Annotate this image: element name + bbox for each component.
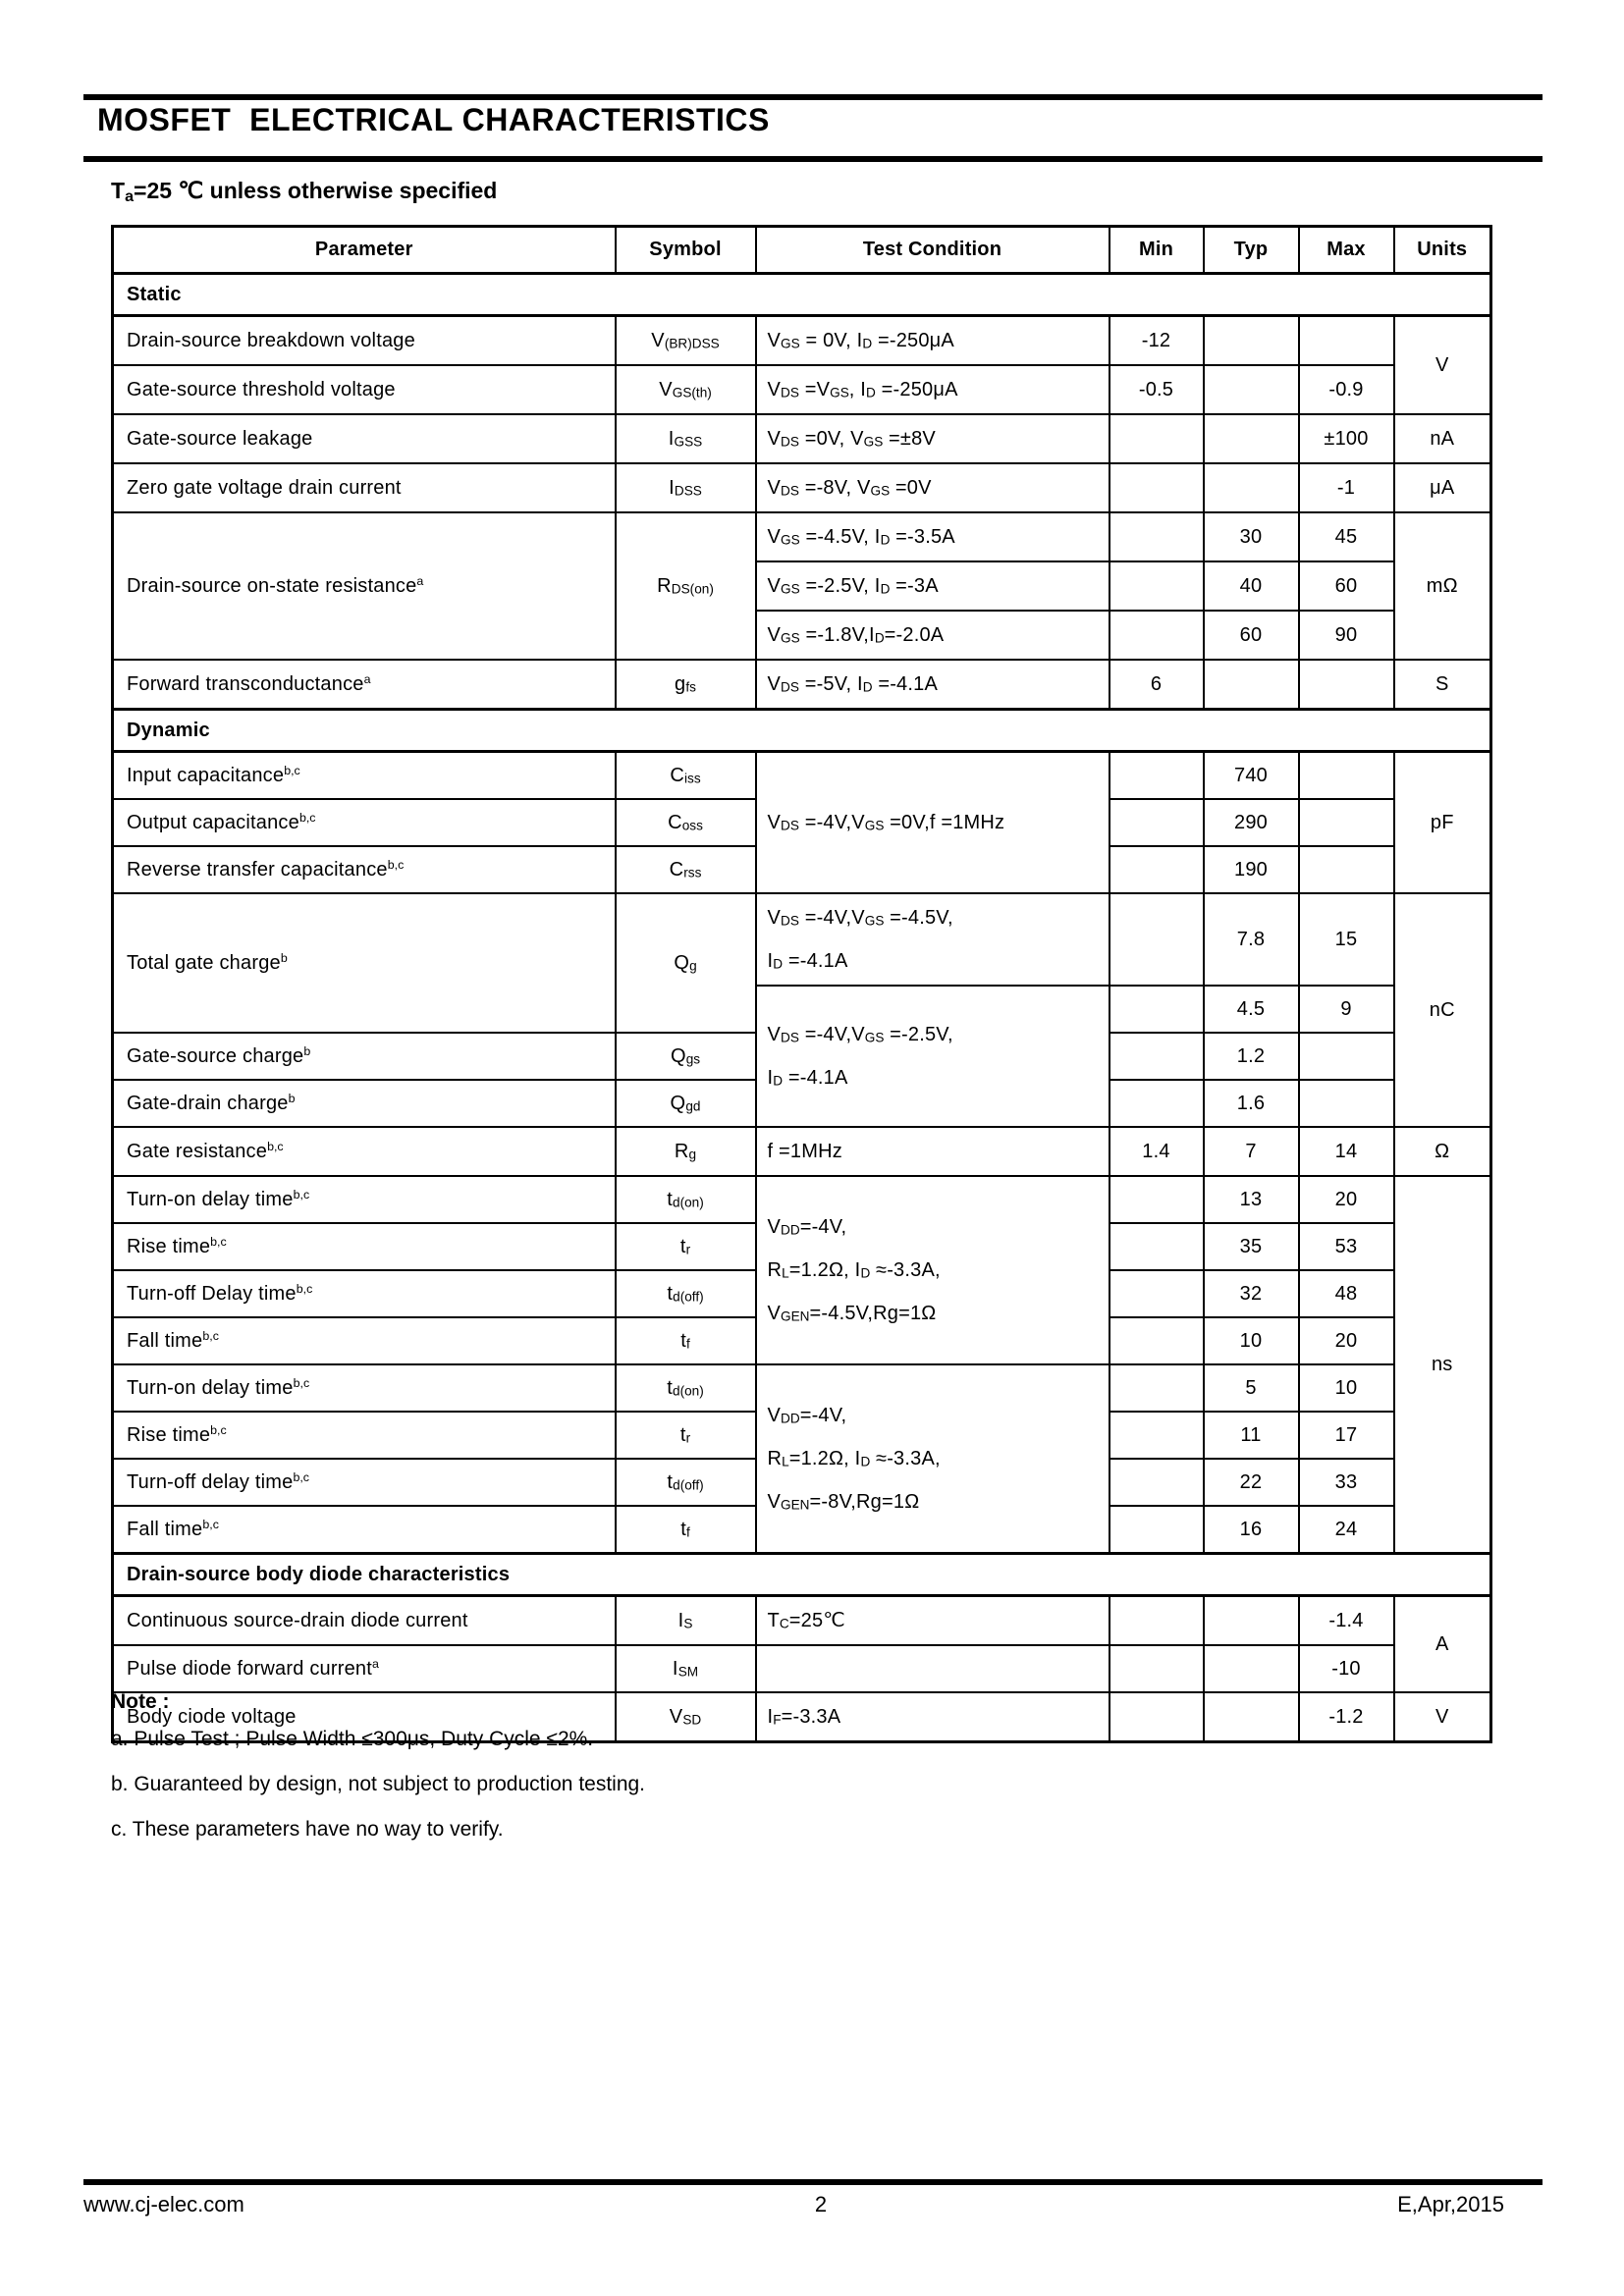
max-cell: ±100 bbox=[1299, 414, 1394, 463]
symbol-cell: $t_r$ bbox=[616, 1412, 756, 1459]
units-cell: μA bbox=[1394, 463, 1491, 512]
param-cell: Gate-source threshold voltage bbox=[113, 365, 616, 414]
table-row bbox=[113, 1596, 1491, 1646]
notes-heading: Note : bbox=[111, 1690, 170, 1713]
typ-cell: 740 bbox=[1204, 752, 1299, 800]
cond-cell: $I_F=-3.3A$ bbox=[756, 1692, 1110, 1742]
typ-cell bbox=[1204, 660, 1299, 710]
table-row bbox=[113, 1176, 1491, 1223]
section-header: Static bbox=[113, 274, 1491, 316]
param-cell: Gate-drain charge$^b$ bbox=[113, 1080, 616, 1127]
typ-cell: 40 bbox=[1204, 561, 1299, 611]
min-cell bbox=[1110, 1270, 1204, 1317]
param-cell: Pulse diode forward current$^a$ bbox=[113, 1645, 616, 1692]
max-cell: -0.9 bbox=[1299, 365, 1394, 414]
cond-cell: $V_{DS} =-4V,V_{GS} =-2.5V$, $I_D =-4.1A$ bbox=[756, 986, 1110, 1127]
min-cell bbox=[1110, 799, 1204, 846]
min-cell bbox=[1110, 893, 1204, 986]
typ-cell: 16 bbox=[1204, 1506, 1299, 1554]
column-header: Typ bbox=[1204, 227, 1299, 274]
max-cell bbox=[1299, 1080, 1394, 1127]
symbol-cell: $t_f$ bbox=[616, 1506, 756, 1554]
table-row bbox=[113, 893, 1491, 986]
symbol-cell: $I_{SM}$ bbox=[616, 1645, 756, 1692]
units-cell: nC bbox=[1394, 893, 1491, 1127]
param-cell: Fall time$^{b,c}$ bbox=[113, 1317, 616, 1364]
symbol-cell: $I_S$ bbox=[616, 1596, 756, 1646]
typ-cell bbox=[1204, 1692, 1299, 1742]
min-cell bbox=[1110, 1223, 1204, 1270]
cond-cell: $T_C=25℃$ bbox=[756, 1596, 1110, 1646]
max-cell: 9 bbox=[1299, 986, 1394, 1033]
column-header: Units bbox=[1394, 227, 1491, 274]
symbol-cell: $I_{GSS}$ bbox=[616, 414, 756, 463]
symbol-cell: $Q_{gs}$ bbox=[616, 1033, 756, 1080]
symbol-cell: $t_{d(off)}$ bbox=[616, 1270, 756, 1317]
footer-website: www.cj-elec.com bbox=[83, 2192, 244, 2216]
column-header: Max bbox=[1299, 227, 1394, 274]
units-cell: pF bbox=[1394, 752, 1491, 894]
min-cell bbox=[1110, 414, 1204, 463]
min-cell bbox=[1110, 1596, 1204, 1646]
param-cell: Turn-off delay time$^{b,c}$ bbox=[113, 1459, 616, 1506]
param-cell: Fall time$^{b,c}$ bbox=[113, 1506, 616, 1554]
header-rule-bottom bbox=[83, 156, 1543, 162]
param-cell: Output capacitance$^{b,c}$ bbox=[113, 799, 616, 846]
typ-cell: 10 bbox=[1204, 1317, 1299, 1364]
param-cell: Rise time$^{b,c}$ bbox=[113, 1412, 616, 1459]
units-cell: mΩ bbox=[1394, 512, 1491, 660]
notes-section bbox=[111, 1690, 645, 1863]
max-cell: 20 bbox=[1299, 1317, 1394, 1364]
max-cell: 60 bbox=[1299, 561, 1394, 611]
units-cell: nA bbox=[1394, 414, 1491, 463]
min-cell: -12 bbox=[1110, 316, 1204, 366]
symbol-cell: $V_{GS(th)}$ bbox=[616, 365, 756, 414]
max-cell: 24 bbox=[1299, 1506, 1394, 1554]
param-cell: Turn-on delay time$^{b,c}$ bbox=[113, 1176, 616, 1223]
max-cell bbox=[1299, 752, 1394, 800]
min-cell bbox=[1110, 561, 1204, 611]
max-cell: 20 bbox=[1299, 1176, 1394, 1223]
units-cell: ns bbox=[1394, 1176, 1491, 1554]
cond-cell: $V_{DD}=-4V$, $R_L=1.2\Omega$, $I_D \approx-3.3A$, $V_{GEN}=-4.5V,Rg=1\Omega$ bbox=[756, 1176, 1110, 1364]
table-row bbox=[113, 512, 1491, 561]
symbol-cell: $t_{d(on)}$ bbox=[616, 1176, 756, 1223]
note-item-c: c. These parameters have no way to verify. bbox=[111, 1818, 504, 1841]
cond-cell: $V_{DS} =V_{GS}$, $I_D =-250\mu A$ bbox=[756, 365, 1110, 414]
max-cell: 33 bbox=[1299, 1459, 1394, 1506]
param-cell: Zero gate voltage drain current bbox=[113, 463, 616, 512]
cond-cell: $V_{GS} = 0V$, $I_D =-250\mu A$ bbox=[756, 316, 1110, 366]
max-cell: 90 bbox=[1299, 611, 1394, 660]
cond-cell: $V_{DS} =-4V,V_{GS} =0V,f =1MHz$ bbox=[756, 752, 1110, 894]
typ-cell: 1.6 bbox=[1204, 1080, 1299, 1127]
section-row bbox=[113, 1554, 1491, 1596]
test-temperature-note: $T_a=25$ ℃ unless otherwise specified bbox=[111, 178, 498, 205]
symbol-cell: $C_{rss}$ bbox=[616, 846, 756, 893]
min-cell bbox=[1110, 611, 1204, 660]
param-cell: Drain-source on-state resistance$^a$ bbox=[113, 512, 616, 660]
max-cell: 14 bbox=[1299, 1127, 1394, 1176]
min-cell bbox=[1110, 1364, 1204, 1412]
typ-cell bbox=[1204, 1596, 1299, 1646]
footer-rule bbox=[83, 2179, 1543, 2185]
table-row bbox=[113, 463, 1491, 512]
column-header: Symbol bbox=[616, 227, 756, 274]
symbol-cell: $t_f$ bbox=[616, 1317, 756, 1364]
units-cell: A bbox=[1394, 1596, 1491, 1693]
footer bbox=[83, 2192, 1504, 2217]
min-cell bbox=[1110, 986, 1204, 1033]
units-cell: V bbox=[1394, 1692, 1491, 1742]
cond-cell: f =1MHz bbox=[756, 1127, 1110, 1176]
typ-cell: 11 bbox=[1204, 1412, 1299, 1459]
min-cell bbox=[1110, 1459, 1204, 1506]
typ-cell: 30 bbox=[1204, 512, 1299, 561]
param-cell: Gate-source leakage bbox=[113, 414, 616, 463]
note-item-a: a. Pulse Test ; Pulse Width ≤300μs, Duty Cycle ≤2%. bbox=[111, 1728, 594, 1750]
param-cell: Turn-off Delay time$^{b,c}$ bbox=[113, 1270, 616, 1317]
min-cell bbox=[1110, 512, 1204, 561]
electrical-characteristics-table bbox=[111, 225, 1492, 1743]
min-cell: 6 bbox=[1110, 660, 1204, 710]
param-cell: Reverse transfer capacitance$^{b,c}$ bbox=[113, 846, 616, 893]
max-cell: -10 bbox=[1299, 1645, 1394, 1692]
table-row bbox=[113, 316, 1491, 366]
typ-cell: 1.2 bbox=[1204, 1033, 1299, 1080]
typ-cell: 32 bbox=[1204, 1270, 1299, 1317]
typ-cell: 22 bbox=[1204, 1459, 1299, 1506]
min-cell: 1.4 bbox=[1110, 1127, 1204, 1176]
footer-revision: E,Apr,2015 bbox=[1397, 2192, 1504, 2216]
section-header: Drain-source body diode characteristics bbox=[113, 1554, 1491, 1596]
min-cell bbox=[1110, 463, 1204, 512]
section-header: Dynamic bbox=[113, 710, 1491, 752]
min-cell bbox=[1110, 1412, 1204, 1459]
max-cell bbox=[1299, 1033, 1394, 1080]
param-cell: Input capacitance$^{b,c}$ bbox=[113, 752, 616, 800]
symbol-cell: $R_{DS(on)}$ bbox=[616, 512, 756, 660]
symbol-cell: $V_{SD}$ bbox=[616, 1692, 756, 1742]
param-cell: Rise time$^{b,c}$ bbox=[113, 1223, 616, 1270]
param-cell: Gate-source charge$^b$ bbox=[113, 1033, 616, 1080]
units-cell: Ω bbox=[1394, 1127, 1491, 1176]
symbol-cell: $C_{oss}$ bbox=[616, 799, 756, 846]
typ-cell: 60 bbox=[1204, 611, 1299, 660]
typ-cell: 290 bbox=[1204, 799, 1299, 846]
note-item-b: b. Guaranteed by design, not subject to production testing. bbox=[111, 1773, 646, 1795]
max-cell bbox=[1299, 846, 1394, 893]
units-cell: S bbox=[1394, 660, 1491, 710]
symbol-cell: $Q_{gd}$ bbox=[616, 1080, 756, 1127]
table-row bbox=[113, 1364, 1491, 1412]
symbol-cell: $t_r$ bbox=[616, 1223, 756, 1270]
cond-cell: $V_{GS} =-2.5V$, $I_D =-3A$ bbox=[756, 561, 1110, 611]
column-header: Min bbox=[1110, 227, 1204, 274]
table-row bbox=[113, 752, 1491, 800]
cond-cell: $V_{DS} =0V$, $V_{GS} =\pm 8V$ bbox=[756, 414, 1110, 463]
max-cell: 15 bbox=[1299, 893, 1394, 986]
min-cell bbox=[1110, 1506, 1204, 1554]
typ-cell bbox=[1204, 1645, 1299, 1692]
param-cell: Gate resistance$^{b,c}$ bbox=[113, 1127, 616, 1176]
section-row bbox=[113, 710, 1491, 752]
table-row bbox=[113, 660, 1491, 710]
page-title: MOSFET ELECTRICAL CHARACTERISTICS bbox=[97, 102, 770, 137]
param-cell: Continuous source-drain diode current bbox=[113, 1596, 616, 1646]
cond-cell: $V_{GS} =-4.5V$, $I_D =-3.5A$ bbox=[756, 512, 1110, 561]
min-cell bbox=[1110, 1080, 1204, 1127]
cond-cell: $V_{DS} =-8V$, $V_{GS} =0V$ bbox=[756, 463, 1110, 512]
table-row bbox=[113, 1645, 1491, 1692]
max-cell: 45 bbox=[1299, 512, 1394, 561]
max-cell: 48 bbox=[1299, 1270, 1394, 1317]
section-row bbox=[113, 274, 1491, 316]
cond-cell: $V_{DS} =-4V,V_{GS} =-4.5V$, $I_D =-4.1A$ bbox=[756, 893, 1110, 986]
param-cell: Forward transconductance$^a$ bbox=[113, 660, 616, 710]
table-row bbox=[113, 414, 1491, 463]
units-cell: V bbox=[1394, 316, 1491, 415]
table-row bbox=[113, 1127, 1491, 1176]
typ-cell bbox=[1204, 316, 1299, 366]
symbol-cell: $V_{(BR)DSS}$ bbox=[616, 316, 756, 366]
max-cell bbox=[1299, 799, 1394, 846]
max-cell: 10 bbox=[1299, 1364, 1394, 1412]
symbol-cell: $C_{iss}$ bbox=[616, 752, 756, 800]
min-cell bbox=[1110, 1645, 1204, 1692]
symbol-cell: $I_{DSS}$ bbox=[616, 463, 756, 512]
min-cell bbox=[1110, 1317, 1204, 1364]
typ-cell: 13 bbox=[1204, 1176, 1299, 1223]
symbol-cell: $g_{fs}$ bbox=[616, 660, 756, 710]
cond-cell: $V_{DS} =-5V$, $I_D =-4.1A$ bbox=[756, 660, 1110, 710]
typ-cell bbox=[1204, 414, 1299, 463]
column-header: Parameter bbox=[113, 227, 616, 274]
min-cell: -0.5 bbox=[1110, 365, 1204, 414]
typ-cell: 5 bbox=[1204, 1364, 1299, 1412]
min-cell bbox=[1110, 1692, 1204, 1742]
footer-page-number: 2 bbox=[814, 2192, 828, 2216]
min-cell bbox=[1110, 1033, 1204, 1080]
symbol-cell: $R_g$ bbox=[616, 1127, 756, 1176]
cond-cell: $V_{GS} =-1.8V,I_D=-2.0A$ bbox=[756, 611, 1110, 660]
symbol-cell: $Q_g$ bbox=[616, 893, 756, 1033]
cond-cell bbox=[756, 1645, 1110, 1692]
symbol-cell: $t_{d(off)}$ bbox=[616, 1459, 756, 1506]
typ-cell bbox=[1204, 365, 1299, 414]
max-cell: -1.2 bbox=[1299, 1692, 1394, 1742]
typ-cell: 7.8 bbox=[1204, 893, 1299, 986]
max-cell bbox=[1299, 660, 1394, 710]
min-cell bbox=[1110, 846, 1204, 893]
max-cell: 53 bbox=[1299, 1223, 1394, 1270]
header-rule-top bbox=[83, 94, 1543, 100]
typ-cell: 4.5 bbox=[1204, 986, 1299, 1033]
column-header: Test Condition bbox=[756, 227, 1110, 274]
min-cell bbox=[1110, 752, 1204, 800]
table-header-row bbox=[113, 227, 1491, 274]
table-row bbox=[113, 365, 1491, 414]
typ-cell: 190 bbox=[1204, 846, 1299, 893]
typ-cell: 7 bbox=[1204, 1127, 1299, 1176]
symbol-cell: $t_{d(on)}$ bbox=[616, 1364, 756, 1412]
param-cell: Body ciode voltage bbox=[113, 1692, 616, 1742]
param-cell: Turn-on delay time$^{b,c}$ bbox=[113, 1364, 616, 1412]
max-cell bbox=[1299, 316, 1394, 366]
min-cell bbox=[1110, 1176, 1204, 1223]
param-cell: Total gate charge$^b$ bbox=[113, 893, 616, 1033]
typ-cell: 35 bbox=[1204, 1223, 1299, 1270]
typ-cell bbox=[1204, 463, 1299, 512]
max-cell: 17 bbox=[1299, 1412, 1394, 1459]
cond-cell: $V_{DD}=-4V$, $R_L=1.2\Omega$, $I_D \approx-3.3A$, $V_{GEN}=-8V,Rg=1\Omega$ bbox=[756, 1364, 1110, 1554]
max-cell: -1 bbox=[1299, 463, 1394, 512]
max-cell: -1.4 bbox=[1299, 1596, 1394, 1646]
param-cell: Drain-source breakdown voltage bbox=[113, 316, 616, 366]
